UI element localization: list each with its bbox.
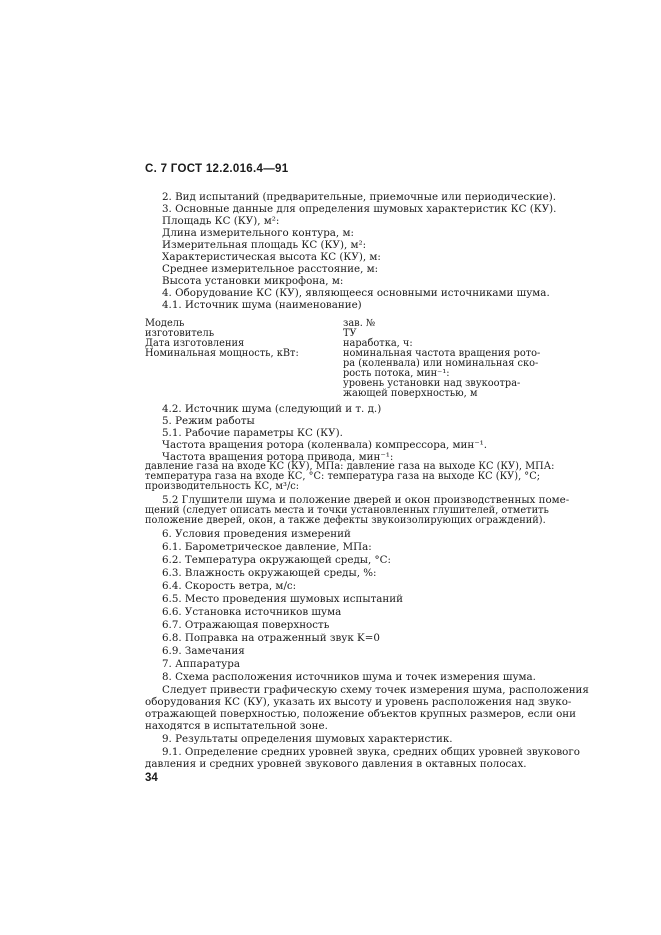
table-left-cell: Модель [145,318,185,329]
text-line: положение дверей, окон, а также дефекты звукоизолирующих ограждений). [145,515,546,526]
text-line: 6.3. Влажность окружающей среды, %: [162,567,377,579]
text-line: 9.1. Определение средних уровней звука, средних общих уровней звукового [162,746,580,758]
table-right-cell: жающей поверхностью, м [343,388,478,399]
text-line: 4.1. Источник шума (наименование) [162,299,362,311]
page-header: С. 7 ГОСТ 12.2.016.4—91 [145,163,289,175]
text-line: отражающей поверхностью, положение объектов крупных размеров, если они [145,708,577,720]
text-line: температура газа на входе КС, °С: температура газа на выходе КС (КУ), °С; [145,471,540,482]
text-line: 3. Основные данные для определения шумовых характеристик КС (КУ). [162,203,557,215]
table-right-cell: ра (коленвала) или номинальная ско- [343,358,539,369]
page-number: 34 [145,772,158,784]
text-line: Измерительная площадь КС (КУ), м²: [162,239,367,251]
text-line: 6.2. Температура окружающей среды, °С: [162,554,392,566]
text-line: 6.4. Скорость ветра, м/с: [162,580,297,592]
table-right-cell: рость потока, мин⁻¹: [343,368,450,379]
text-line: 4. Оборудование КС (КУ), являющееся основными источниками шума. [162,287,550,299]
text-line: Характеристическая высота КС (КУ), м: [162,251,381,263]
table-left-cell: Дата изготовления [145,338,245,349]
text-line: 5.1. Рабочие параметры КС (КУ). [162,427,343,439]
text-line: 6.6. Установка источников шума [162,606,342,618]
text-line: 6.1. Барометрическое давление, МПа: [162,541,372,553]
table-right-cell: наработка, ч: [343,338,413,349]
text-line: Среднее измерительное расстояние, м: [162,263,379,275]
text-line: 6.8. Поправка на отраженный звук K=0 [162,632,380,644]
text-line: оборудования КС (КУ), указать их высоту и уровень расположения над звуко- [145,696,572,708]
text-line: 6.7. Отражающая поверхность [162,619,330,631]
text-line: щений (следует описать места и точки установленных глушителей, отметить [145,505,549,516]
text-line: Высота установки микрофона, м: [162,275,344,287]
text-line: давление газа на входе КС (КУ), МПа: давление газа на выходе КС (КУ), МПА: [145,461,555,472]
table-right-cell: зав. № [343,318,376,329]
text-line: производительность КС, м³/с: [145,481,300,492]
table-right-cell: ТУ [343,328,357,339]
table-left-cell: изготовитель [145,328,215,339]
table-right-cell: уровень установки над звукоотра- [343,378,521,389]
text-line: Площадь КС (КУ), м²: [162,215,280,227]
text-line: Частота вращения ротора (коленвала) компрессора, мин⁻¹. [162,439,488,451]
text-line: 6. Условия проведения измерений [162,528,351,540]
text-line: 5. Режим работы [162,415,255,427]
text-line: находятся в испытательной зоне. [145,720,328,732]
text-line: 9. Результаты определения шумовых характеристик. [162,733,453,745]
text-line: давления и средних уровней звукового давления в октавных полосах. [145,758,527,770]
table-right-cell: номинальная частота вращения рото- [343,348,541,359]
text-line: 6.5. Место проведения шумовых испытаний [162,593,403,605]
text-line: 2. Вид испытаний (предварительные, приемочные или периодические). [162,191,557,203]
table-left-cell: Номинальная мощность, кВт: [145,348,299,359]
text-line: Длина измерительного контура, м: [162,227,354,239]
text-line: 8. Схема расположения источников шума и точек измерения шума. [162,671,536,683]
text-line: Следует привести графическую схему точек измерения шума, расположения [162,684,589,696]
text-line: 7. Аппаратура [162,658,240,670]
text-line: 4.2. Источник шума (следующий и т. д.) [162,403,382,415]
text-line: 5.2 Глушители шума и положение дверей и окон производственных поме- [162,494,570,506]
text-line: Частота вращения ротора привода, мин⁻¹: [162,451,394,463]
text-line: 6.9. Замечания [162,645,245,657]
